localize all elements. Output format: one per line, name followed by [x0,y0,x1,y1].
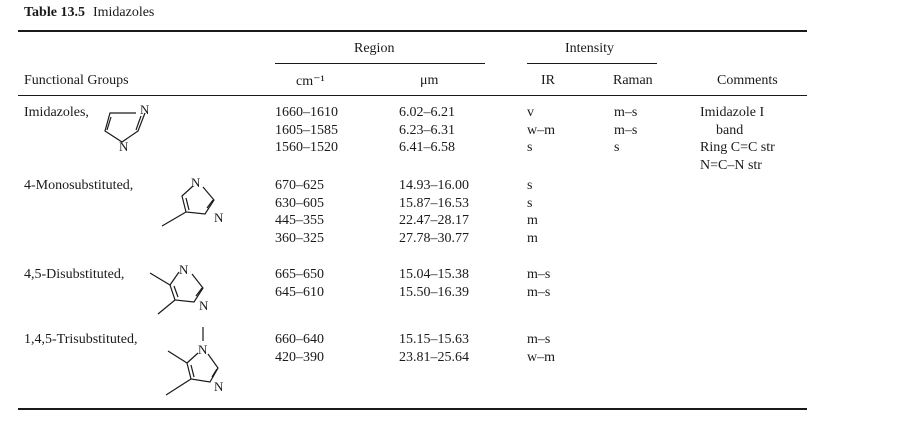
row-tri-ir [527,331,555,366]
header-comments: Comments [717,73,778,88]
ir-value: m [527,230,538,246]
raman-value: s [614,140,620,155]
cm-value: 1660–1610 [275,105,338,120]
row-tri-cm [275,331,324,366]
cm-value: 660–640 [275,332,324,347]
um-value: 23.81–25.64 [399,349,469,365]
cm-value: 360–325 [275,230,324,246]
top-rule [18,30,807,32]
atom-label: N [214,379,224,394]
ir-value: s [527,195,533,211]
row-mono-ir [527,177,538,247]
row-imidazoles-comments [700,104,775,174]
row-mono-group: 4-Monosubstituted, [24,178,134,193]
substituent-bond [150,273,170,285]
bottom-rule [18,408,807,410]
um-value: 6.02–6.21 [399,105,455,120]
cm-value: 665–650 [275,267,324,282]
atom-label: N [179,262,189,277]
comment-line: Ring C=C str [700,140,775,155]
imidazole-structure [100,102,170,152]
header-region: Region [354,41,395,56]
ring-double-bond [191,365,194,377]
raman-value: m–s [614,122,638,138]
table-title: Imidazoles [92,5,155,20]
comment-line: N=C–N str [700,157,762,173]
comment-line: band [716,122,744,138]
ring-double-bond [186,198,189,210]
row-mono-um [399,177,469,247]
atom-label: N [199,298,209,313]
row-di-ir [527,266,550,301]
ir-value: v [527,105,534,120]
header-raman: Raman [613,73,653,88]
substituent-bond [162,212,186,226]
atom-label: N [191,175,201,190]
ir-value: m–s [527,267,551,282]
ring-double-bond [174,286,178,297]
cm-value: 1605–1585 [275,122,338,138]
row-mono-cm [275,177,324,247]
ir-value: m–s [527,284,551,300]
um-value: 15.87–16.53 [399,195,469,211]
row-imidazoles-um [399,104,455,157]
ir-value: m [527,213,538,228]
header-ir: IR [541,73,555,88]
um-value: 22.47–28.17 [399,213,469,228]
header-intensity: Intensity [565,41,614,56]
tri-substituted-structure [160,327,250,407]
row-imidazoles-group: Imidazoles, [24,105,89,120]
um-value: 27.78–30.77 [399,230,469,246]
um-value: 6.41–6.58 [399,140,455,155]
um-value: 15.04–15.38 [399,267,469,282]
cm-value: 630–605 [275,195,324,211]
cm-value: 670–625 [275,178,324,193]
um-value: 15.50–16.39 [399,284,469,300]
row-tri-group: 1,4,5-Trisubstituted, [24,332,138,347]
um-value: 14.93–16.00 [399,178,469,193]
intensity-rule [527,63,657,64]
cm-value: 420–390 [275,349,324,365]
atom-label: N [140,102,150,117]
ir-value: w–m [527,122,555,138]
atom-label: N [214,210,224,225]
substituent-bond [166,379,191,395]
atom-label: N [198,342,208,357]
header-wavenumber: cm⁻¹ [296,74,325,89]
region-rule [275,63,485,64]
di-substituted-structure [150,262,230,322]
ir-value: s [527,178,533,193]
mono-substituted-structure [160,174,240,234]
table-label: Table 13.5 [24,5,85,20]
table-caption [24,5,154,21]
header-rule [18,95,807,96]
comment-line: Imidazole I [700,105,765,120]
row-tri-um [399,331,469,366]
header-functional-groups: Functional Groups [24,73,129,88]
row-imidazoles-raman [614,104,637,157]
ir-value: m–s [527,332,551,347]
row-di-um [399,266,469,301]
row-imidazoles-cm [275,104,338,157]
row-di-group: 4,5-Disubstituted, [24,267,125,282]
row-imidazoles-ir [527,104,555,157]
um-value: 6.23–6.31 [399,122,455,138]
ring-double-bond [136,116,141,130]
header-wavelength: μm [420,73,439,88]
ir-value: s [527,140,533,155]
substituent-bond [168,351,187,363]
atom-label: N [119,139,129,154]
ring-double-bond [212,369,217,377]
row-di-cm [275,266,324,301]
cm-value: 445–355 [275,213,324,228]
ir-value: w–m [527,349,555,365]
um-value: 15.15–15.63 [399,332,469,347]
substituent-bond [158,300,175,314]
cm-value: 645–610 [275,284,324,300]
cm-value: 1560–1520 [275,140,338,155]
raman-value: m–s [614,105,638,120]
